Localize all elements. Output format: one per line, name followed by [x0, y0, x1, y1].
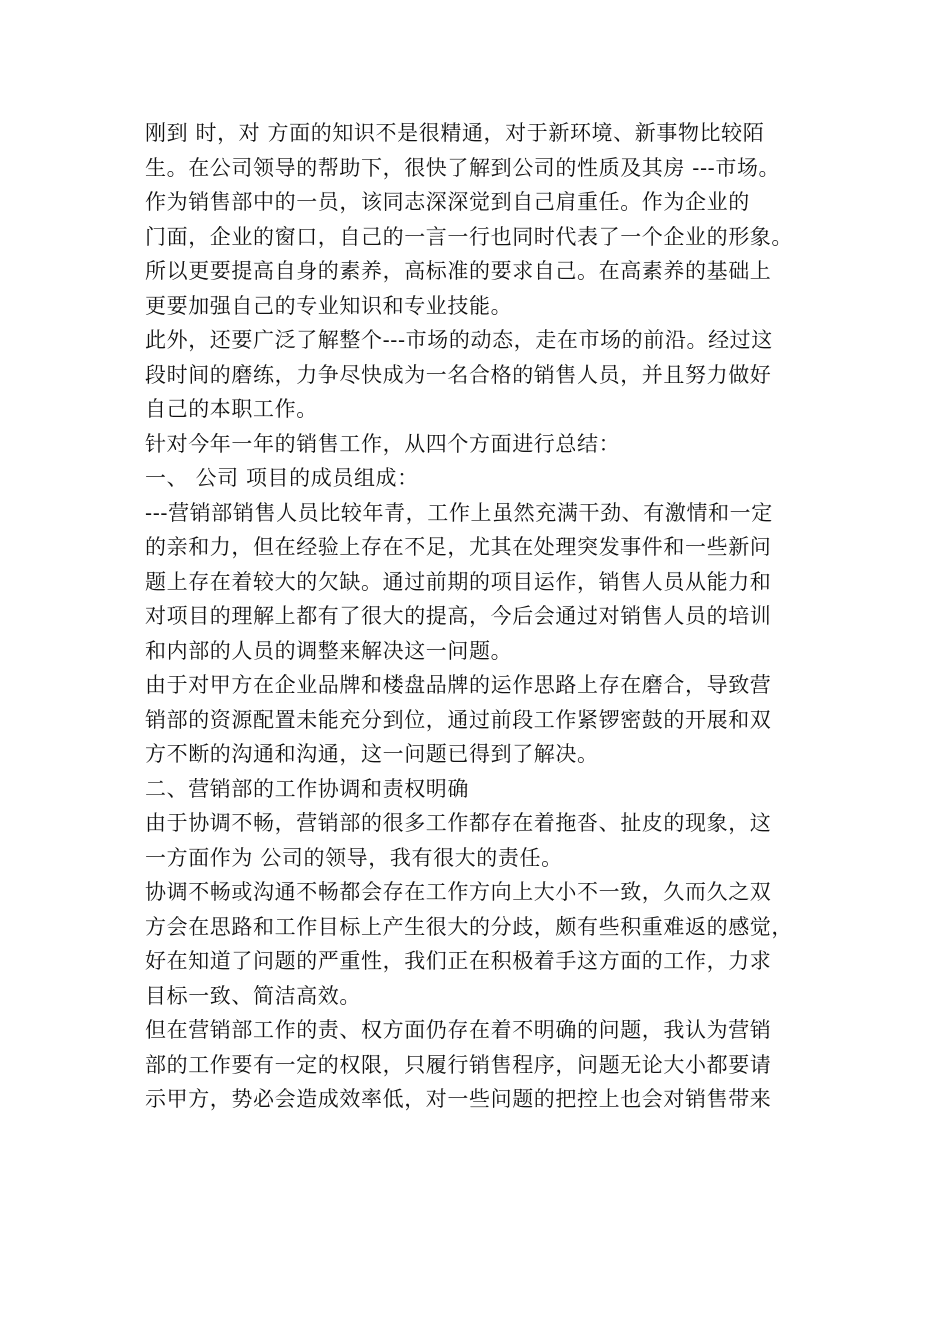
section-heading: 二、营销部的工作协调和责权明确 — [145, 776, 469, 801]
text-line: 和内部的人员的调整来解决这一问题。 — [145, 638, 513, 663]
text-line: 一方面作为 公司的领导，我有很大的责任。 — [145, 845, 563, 870]
text-line: 此外，还要广泛了解整个---市场的动态，走在市场的前沿。经过这 — [145, 328, 773, 352]
text-line: 生。在公司领导的帮助下，很快了解到公司的性质及其房 ---市场。 — [145, 155, 781, 180]
text-line: 由于协调不畅，营销部的很多工作都存在着拖沓、扯皮的现象，这 — [145, 811, 772, 835]
text-line: 销部的资源配置未能充分到位，通过前段工作紧锣密鼓的开展和双 — [145, 707, 772, 732]
text-line: 协调不畅或沟通不畅都会存在工作方向上大小不一致，久而久之双 — [145, 880, 772, 904]
text-line: 目标一致、简洁高效。 — [145, 983, 361, 1008]
text-line: 对项目的理解上都有了很大的提高，今后会通过对销售人员的培训 — [145, 604, 772, 628]
text-line: 的亲和力，但在经验上存在不足，尤其在处理突发事件和一些新问 — [145, 535, 772, 559]
text-line: 题上存在着较大的欠缺。通过前期的项目运作，销售人员从能力和 — [145, 569, 772, 594]
text-line: 示甲方，势必会造成效率低，对一些问题的把控上也会对销售带来 — [145, 1087, 772, 1111]
text-line: 方不断的沟通和沟通，这一问题已得到了解决。 — [145, 742, 599, 766]
text-line: 自己的本职工作。 — [145, 397, 318, 421]
text-line: 由于对甲方在企业品牌和楼盘品牌的运作思路上存在磨合，导致营 — [145, 673, 772, 697]
text-line: 但在营销部工作的责、权方面仍存在着不明确的问题，我认为营销 — [145, 1018, 772, 1042]
text-line: 门面，企业的窗口，自己的一言一行也同时代表了一个企业的形象。 — [145, 224, 793, 249]
text-line: 方会在思路和工作目标上产生很大的分歧，颇有些积重难返的感觉， — [145, 914, 793, 939]
text-line: 段时间的磨练，力争尽快成为一名合格的销售人员，并且努力做好 — [145, 362, 772, 387]
text-line: 针对今年一年的销售工作，从四个方面进行总结： — [145, 431, 621, 456]
text-line: 作为销售部中的一员，该同志深深觉到自己肩重任。作为企业的 — [145, 190, 750, 214]
text-line: ---营销部销售人员比较年青，工作上虽然充满干劲、有激情和一定 — [145, 500, 773, 525]
section-heading: 一、 公司 项目的成员组成： — [145, 466, 419, 490]
text-line: 好在知道了问题的严重性，我们正在积极着手这方面的工作，力求 — [145, 949, 772, 973]
text-line: 部的工作要有一定的权限，只履行销售程序，问题无论大小都要请 — [145, 1052, 772, 1077]
body-text — [145, 116, 835, 1117]
text-line: 所以更要提高自身的素养，高标准的要求自己。在高素养的基础上 — [145, 259, 772, 283]
text-line: 刚到 时，对 方面的知识不是很精通，对于新环境、新事物比较陌 — [145, 121, 765, 145]
text-line: 更要加强自己的专业知识和专业技能。 — [145, 293, 513, 318]
